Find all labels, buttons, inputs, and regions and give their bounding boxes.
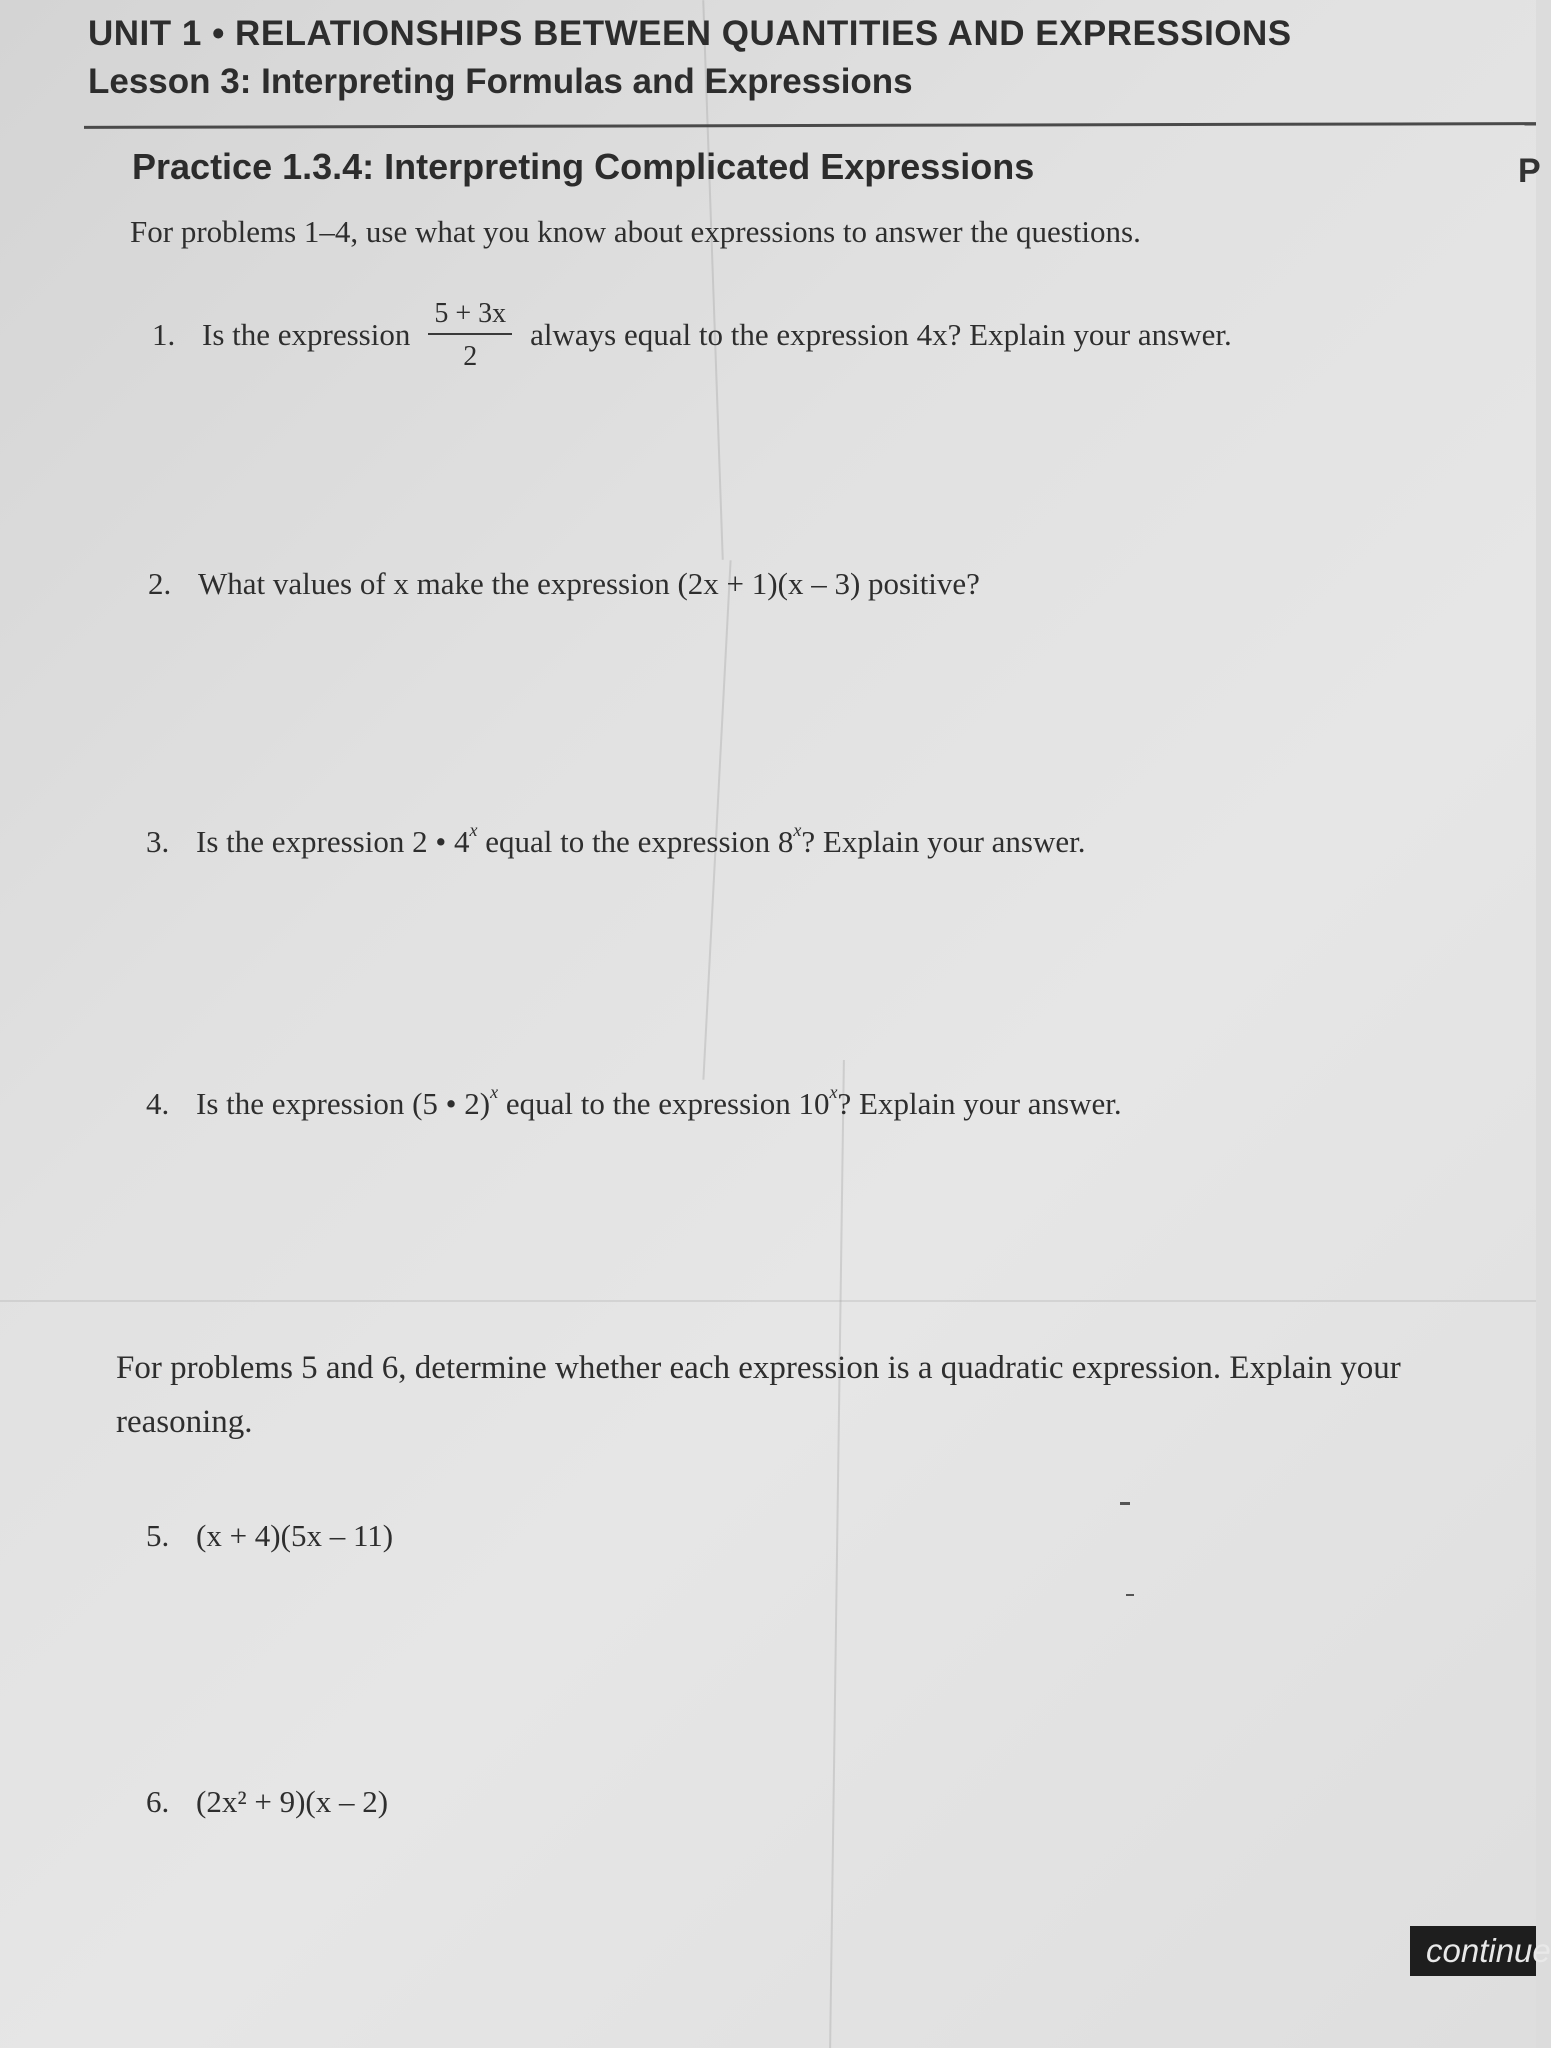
practice-title: Practice 1.3.4: Interpreting Complicated Expressions	[132, 146, 1035, 187]
problem-text: ? Explain your answer.	[801, 824, 1086, 859]
problem-text: (2x² + 9)(x – 2)	[196, 1784, 389, 1819]
fraction	[428, 296, 512, 374]
pencil-mark	[1126, 1594, 1134, 1596]
problem-text: Is the expression	[202, 317, 411, 352]
problem-number: 4.	[146, 1086, 170, 1121]
problem-number: 3.	[146, 824, 170, 859]
page-corner-mark: P	[1518, 152, 1541, 190]
problem-text: ? Explain your answer.	[837, 1086, 1122, 1121]
exponent: x	[469, 819, 478, 840]
exponent: x	[793, 819, 802, 840]
problem-3	[146, 819, 1086, 860]
problem-text: always equal to the expression 4x? Explain your answer.	[530, 317, 1232, 352]
problem-number: 2.	[148, 566, 172, 601]
problem-text: Is the expression 2 • 4	[196, 824, 470, 859]
problem-4	[146, 1081, 1122, 1122]
problem-5	[146, 1518, 393, 1554]
problem-text: Is the expression (5 • 2)	[196, 1086, 491, 1121]
problem-text: What values of x make the expression (2x + 1)(x – 3) positive?	[198, 566, 980, 601]
continue-label: continue	[1426, 1932, 1551, 1969]
problem-text: equal to the expression 8	[477, 824, 794, 859]
problem-number: 5.	[146, 1518, 170, 1553]
fraction-denominator: 2	[463, 341, 478, 372]
problem-2	[148, 566, 980, 602]
fraction-numerator: 5 + 3x	[428, 296, 512, 335]
instructions-problems-5-6-line1: For problems 5 and 6, determine whether each expression is a quadratic expression. Explain your	[116, 1350, 1401, 1386]
lesson-heading: Lesson 3: Interpreting Formulas and Expressions	[88, 62, 913, 101]
problem-1	[152, 296, 1232, 374]
unit-heading: UNIT 1 • RELATIONSHIPS BETWEEN QUANTITIES AND EXPRESSIONS	[88, 14, 1292, 53]
pencil-mark	[1120, 1502, 1130, 1505]
continue-label-box	[1410, 1926, 1551, 1976]
instructions-problems-5-6-line2: reasoning.	[116, 1404, 253, 1440]
problem-6	[146, 1784, 388, 1820]
fold-crease	[702, 560, 731, 1079]
problem-text: (x + 4)(5x – 11)	[196, 1518, 394, 1553]
problem-text: equal to the expression 10	[498, 1086, 830, 1121]
problem-number: 6.	[146, 1784, 170, 1819]
fold-crease	[829, 1060, 845, 2048]
fold-crease	[0, 1300, 1536, 1302]
header-divider	[84, 122, 1536, 129]
instructions-problems-1-4: For problems 1–4, use what you know about expressions to answer the questions.	[130, 214, 1141, 249]
exponent: x	[829, 1081, 838, 1102]
exponent: x	[490, 1081, 499, 1102]
problem-number: 1.	[152, 317, 176, 352]
